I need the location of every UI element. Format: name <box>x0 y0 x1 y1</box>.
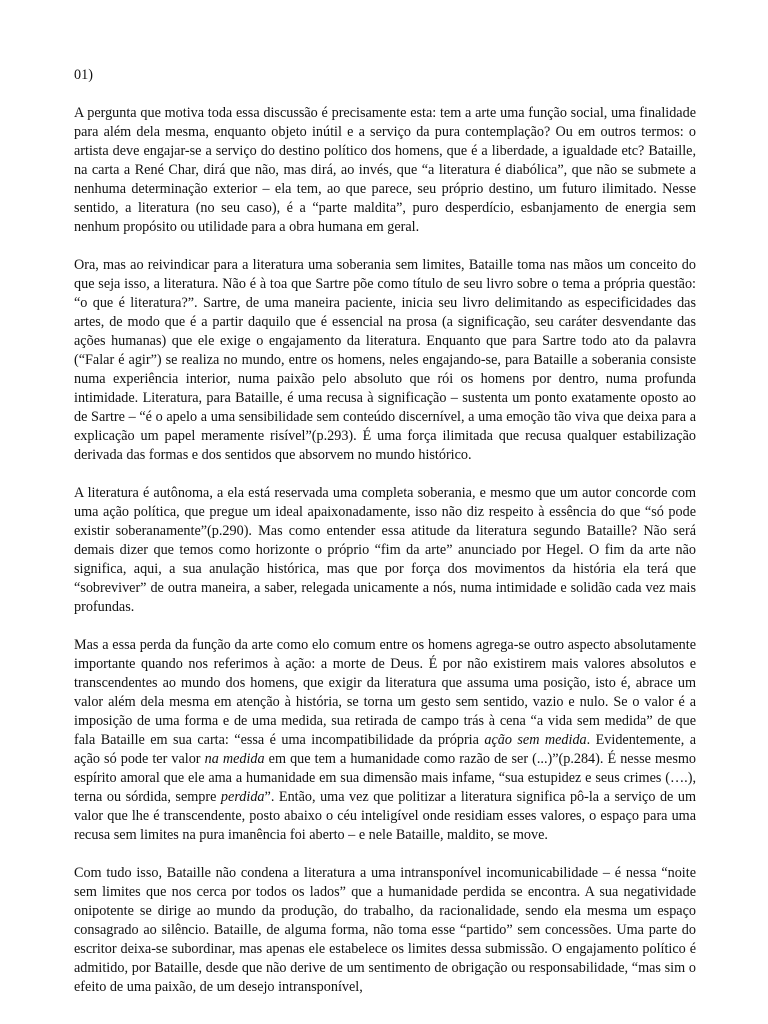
paragraph <box>74 484 696 617</box>
paragraph-text: ”. Então, uma vez que politizar a literatura significa pô-la a serviço de um valor que lhe é transcendente, posto abaixo o céu inteligível onde residiam esses valores, o espaço para uma recusa sem limites na pura imanência foi aberto – e nele Bataille, maldito, se move. <box>74 789 696 843</box>
paragraph-text: Com tudo isso, Bataille não condena a literatura a uma intransponível incomunicabilidade – é nessa “noite sem limites que nos cerca por todos os lados” que a humanidade perdida se encontra. A sua negatividade onipotente se dirige ao mundo da produção, do trabalho, da racionalidade, sendo ela mesma um espaço consagrado ao silêncio. Bataille, de alguma forma, não toma esse “partido” sem concessões. Uma parte do escritor deixa-se subordinar, mas apenas ele estabelece os limites dessa submissão. O engajamento político é admitido, por Bataille, desde que não derive de um sentimento de obrigação ou responsabilidade, “mas sim o efeito de uma paixão, de um desejo intransponível, <box>74 865 696 995</box>
italic-text: na medida <box>204 751 265 767</box>
paragraph <box>74 864 696 997</box>
section-number: 01) <box>74 67 93 83</box>
paragraphs <box>74 104 696 997</box>
paragraph <box>74 104 696 237</box>
italic-text: perdida <box>220 789 265 805</box>
italic-text: ação sem medida <box>484 732 587 748</box>
paragraph <box>74 256 696 465</box>
paragraph-text: A pergunta que motiva toda essa discussão é precisamente esta: tem a arte uma função social, uma finalidade para além dela mesma, enquanto objeto inútil e a serviço da pura contemplação? Ou em outros termos: o artista deve engajar-se a serviço do destino político dos homens, que é a liberdade, a igualdade etc? Bataille, na carta a René Char, dirá que não, mas dirá, ao invés, que “a literatura é diabólica”, que não se submete a nenhuma determinação exterior – ela tem, ao que parece, seu próprio destino, um futuro ilimitado. Nesse sentido, a literatura (no seu caso), é a “parte maldita”, puro desperdício, esbanjamento de energia sem nenhum propósito ou utilidade para a obra humana em geral. <box>74 105 696 235</box>
paragraph-text: Ora, mas ao reivindicar para a literatura uma soberania sem limites, Bataille toma nas mãos um conceito do que seja isso, a literatura. Não é à toa que Sartre põe como título de seu livro sobre o tema a própria questão: “o que é literatura?”. Sartre, de uma maneira paciente, inicia seu livro delimitando as especificidades das artes, de modo que é a partir daquilo que é essencial na prosa (a significação, seu caráter desvendante das ações humanas) que ele exige o engajamento da literatura. Enquanto que para Sartre todo ato da palavra (“Falar é agir”) se realiza no mundo, entre os homens, neles engajando-se, para Bataille a soberania consiste numa experiência interior, numa paixão pelo absoluto que rói os homens por dentro, numa profunda intimidade. Literatura, para Bataille, é uma recusa à significação – sustenta um ponto exatamente oposto ao de Sartre – “é o apelo a uma sensibilidade sem conteúdo discernível, a uma emoção tão viva que deixa para a explicação um papel meramente risível”(p.293). É uma força ilimitada que recusa qualquer estabilização derivada das formas e dos sentidos que absorvem no mundo histórico. <box>74 257 696 463</box>
paragraph-text: . Evidentemente, a ação só pode ter valor <box>74 732 696 767</box>
paragraph-text: em que tem a humanidade como razão de ser (...)”(p.284). É nesse mesmo espírito amoral que ele ama a humanidade em sua dimensão mais infame, “sua estupidez e seus crimes (….), terna ou sórdida, sempre <box>74 751 696 805</box>
document-page <box>74 66 696 997</box>
paragraph <box>74 636 696 845</box>
paragraph-text: A literatura é autônoma, a ela está reservada uma completa soberania, e mesmo que um autor concorde com uma ação política, que pregue um ideal apaixonadamente, isso não diz respeito à essência do que “só pode existir soberanamente”(p.290). Mas como entender essa atitude da literatura segundo Bataille? Não será demais dizer que temos como horizonte o próprio “fim da arte” anunciado por Hegel. O fim da arte não significa, aqui, a sua anulação histórica, mas que por força dos movimentos da história ela terá que “sobreviver” de outra maneira, a saber, relegada unicamente a nós, numa intimidade e solidão cada vez mais profundas. <box>74 485 696 615</box>
paragraph-text: Mas a essa perda da função da arte como elo comum entre os homens agrega-se outro aspecto absolutamente importante quando nos referimos à ação: a morte de Deus. É por não existirem mais valores absolutos e transcendentes ao mundo dos homens, que exigir da literatura que assuma uma posição, isto é, abrace um valor além dela mesma em atenção à história, se torna um gesto sem sentido, vazio e nulo. Se o valor é a imposição de uma forma e de uma medida, sua retirada de campo trás à cena “a vida sem medida” de que fala Bataille em sua carta: “essa é uma incompatibilidade da própria <box>74 637 696 748</box>
